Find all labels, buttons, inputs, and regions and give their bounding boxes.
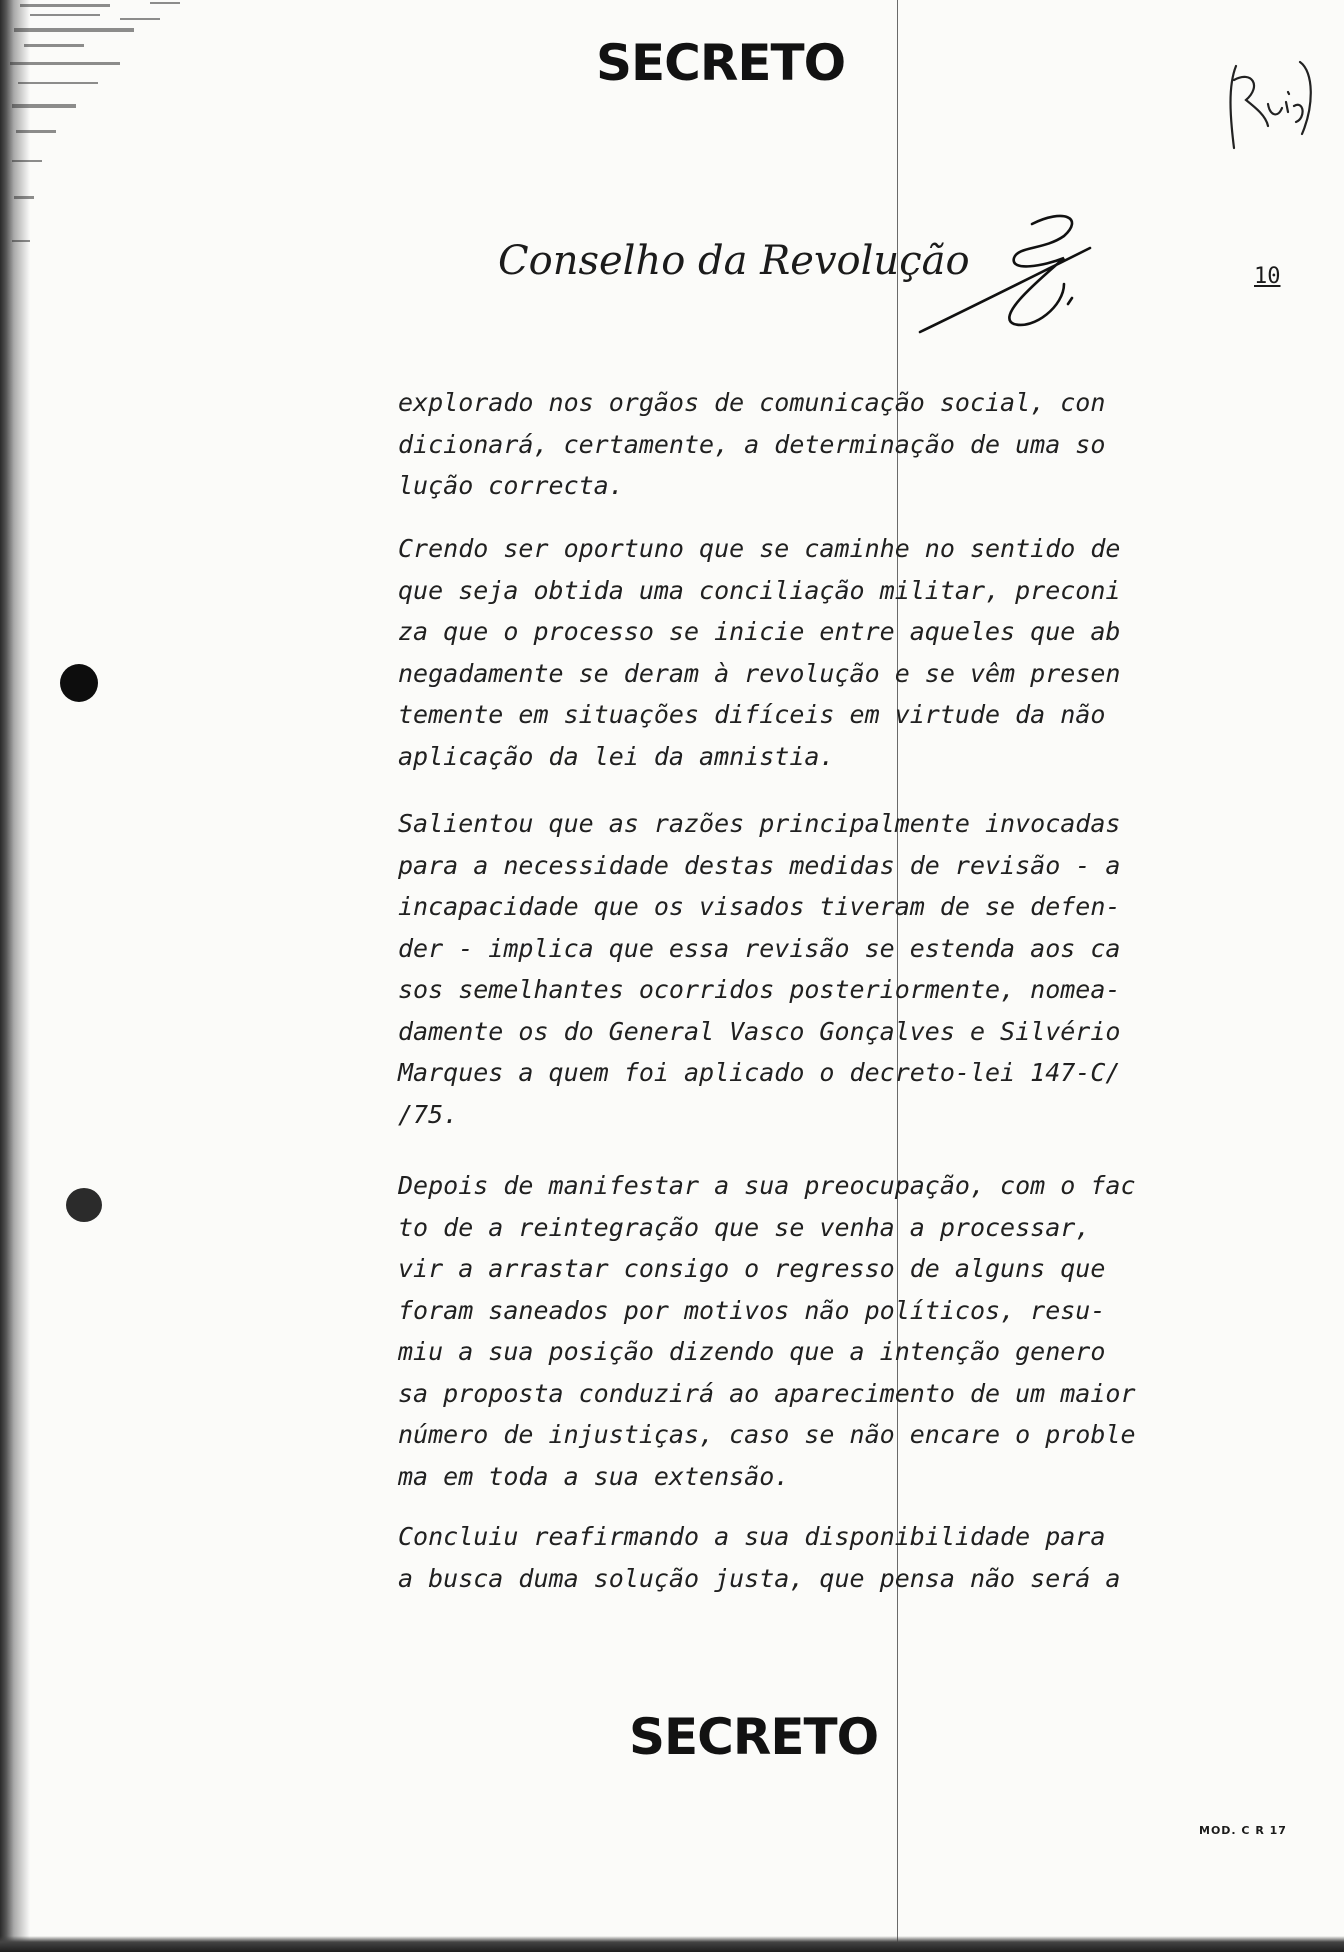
text-line: aplicação da lei da amnistia. [398, 741, 835, 771]
text-line: vir a arrastar consigo o regresso de alguns que [398, 1254, 1106, 1283]
text-line: sos semelhantes ocorridos posteriormente, nomea- [398, 975, 1121, 1004]
text-line: damente os do General Vasco Gonçalves e Silvério [398, 1016, 1121, 1046]
text-line: negadamente se deram à revolução e se vêm presen [398, 658, 1121, 688]
punch-hole [60, 664, 98, 702]
letterhead-title: Conselho da Revolução [498, 238, 970, 284]
handwritten-initials [1222, 56, 1314, 156]
classification-stamp-bottom: SECRETO [629, 1708, 879, 1766]
text-line: miu a sua posição dizendo que a intenção genero [398, 1337, 1106, 1366]
text-line: que seja obtida uma conciliação militar, preconi [398, 575, 1121, 605]
text-line: Crendo ser oportuno que se caminhe no sentido de [398, 534, 1121, 563]
text-line: za que o processo se inicie entre aqueles que ab [398, 617, 1121, 646]
text-line: der - implica que essa revisão se estenda aos ca [398, 933, 1121, 963]
text-line: Concluiu reafirmando a sua disponibilidade para [398, 1522, 1106, 1551]
form-model-code: MOD. C R 17 [1199, 1824, 1287, 1837]
handwritten-signature [914, 206, 1104, 346]
text-line: para a necessidade destas medidas de revisão - a [398, 850, 1121, 880]
text-line: a busca duma solução justa, que pensa não será a [398, 1563, 1121, 1593]
text-line: Salientou que as razões principalmente invocadas [398, 809, 1121, 838]
paragraph [398, 803, 1238, 1135]
paragraph [398, 1165, 1238, 1497]
paragraph [398, 382, 1238, 507]
scan-corner-noise [0, 0, 190, 320]
text-line: to de a reintegração que se venha a processar, [398, 1212, 1091, 1242]
punch-hole [66, 1188, 102, 1222]
text-line: lução correcta. [398, 471, 624, 500]
text-line: Marques a quem foi aplicado o decreto-lei 147-C/ [398, 1058, 1121, 1087]
scan-bottom-edge [0, 1936, 1344, 1952]
text-line: número de injustiças, caso se não encare o proble [398, 1420, 1136, 1449]
text-line: temente em situações difíceis em virtude da não [398, 700, 1106, 729]
text-line: foram saneados por motivos não políticos, resu- [398, 1295, 1106, 1325]
paragraph [398, 528, 1238, 777]
classification-stamp-top: SECRETO [596, 34, 846, 92]
text-line: ma em toda a sua extensão. [398, 1461, 790, 1491]
text-line: Depois de manifestar a sua preocupação, com o fac [398, 1171, 1136, 1200]
paragraph [398, 1516, 1238, 1599]
text-line: /75. [398, 1099, 459, 1129]
text-line: explorado nos orgãos de comunicação social, con [398, 388, 1106, 417]
text-line: dicionará, certamente, a determinação de uma so [398, 429, 1106, 459]
text-line: sa proposta conduzirá ao aparecimento de um maior [398, 1378, 1136, 1408]
page-number: 10 [1254, 264, 1281, 289]
text-line: incapacidade que os visados tiveram de se defen- [398, 892, 1121, 921]
